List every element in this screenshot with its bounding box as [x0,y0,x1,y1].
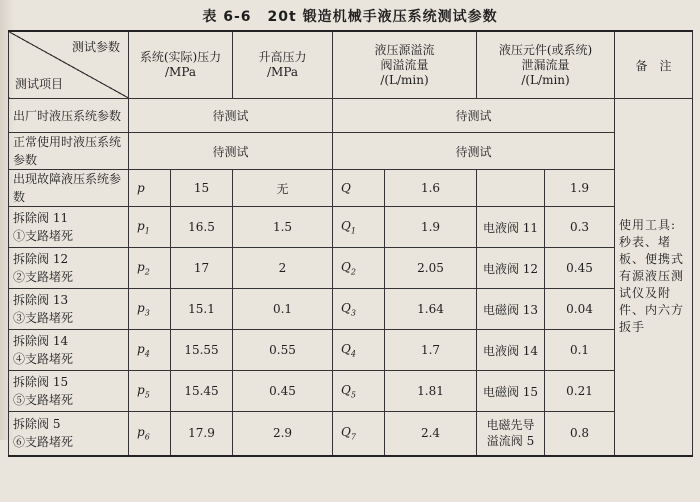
diagonal-header-cell [9,31,129,99]
diag-label-items: 测试项目 [15,77,64,91]
row-item: 正常使用时液压系统参数 [9,133,129,170]
pressure-value: 16.5 [171,207,233,248]
rise-value: 无 [233,170,333,207]
pending-cell: 待测试 [129,133,333,170]
row-item: 拆除阀 11 ①支路堵死 [9,207,129,248]
pending-cell: 待测试 [333,99,615,133]
flow-value: 1.81 [385,371,477,412]
flow-value: 2.4 [385,412,477,456]
leak-value: 0.21 [545,371,615,412]
pressure-symbol: p [129,170,171,207]
leak-value: 0.1 [545,330,615,371]
pressure-symbol: $p_1$ [129,207,171,248]
table-caption [0,6,700,26]
rise-value: 2 [233,248,333,289]
leak-value: 0.04 [545,289,615,330]
pressure-value: 15 [171,170,233,207]
flow-symbol: $Q_1$ [333,207,385,248]
leak-component: 电磁阀 15 [477,371,545,412]
leak-component: 电磁先导 溢流阀 5 [477,412,545,456]
rise-value: 1.5 [233,207,333,248]
flow-value: 1.6 [385,170,477,207]
pressure-value: 15.1 [171,289,233,330]
flow-symbol: Q [333,170,385,207]
flow-symbol: $Q_7$ [333,412,385,456]
pressure-value: 17 [171,248,233,289]
table-number: 表 6-6 [202,9,252,25]
header-overflow-flow: 液压源溢流 阀溢流量 /(L/min) [333,31,477,99]
notes-cell: 使用工具:秒表、堵板、便携式有源液压测试仪及附件、内六方扳手 [615,99,693,456]
flow-value: 1.7 [385,330,477,371]
pressure-value: 17.9 [171,412,233,456]
row-item: 拆除阀 5 ⑥支路堵死 [9,412,129,456]
rise-value: 0.45 [233,371,333,412]
header-leakage-flow: 液压元件(或系统) 泄漏流量 /(L/min) [477,31,615,99]
pressure-symbol: $p_4$ [129,330,171,371]
table-row [9,248,693,289]
rise-value: 0.55 [233,330,333,371]
table-row [9,371,693,412]
leak-component: 电液阀 12 [477,248,545,289]
header-rise-pressure: 升高压力 /MPa [233,31,333,99]
row-item: 拆除阀 12 ②支路堵死 [9,248,129,289]
header-notes: 备 注 [615,31,693,99]
flow-value: 1.64 [385,289,477,330]
pressure-symbol: $p_2$ [129,248,171,289]
header-row [9,31,693,99]
pressure-symbol: $p_5$ [129,371,171,412]
rise-value: 0.1 [233,289,333,330]
table-row [9,170,693,207]
row-item: 拆除阀 13 ③支路堵死 [9,289,129,330]
table-row [9,412,693,456]
leak-value: 0.3 [545,207,615,248]
row-item: 拆除阀 14 ④支路堵死 [9,330,129,371]
leak-value: 0.45 [545,248,615,289]
leak-value: 0.8 [545,412,615,456]
table-row [9,207,693,248]
header-system-pressure: 系统(实际)压力 /MPa [129,31,233,99]
leak-component: 电液阀 14 [477,330,545,371]
test-parameter-table [8,30,693,457]
table-title: 20t 锻造机械手液压系统测试参数 [267,9,498,25]
pending-cell: 待测试 [333,133,615,170]
table-row [9,133,693,170]
flow-symbol: $Q_5$ [333,371,385,412]
row-item: 拆除阀 15 ⑤支路堵死 [9,371,129,412]
pressure-value: 15.55 [171,330,233,371]
diag-label-parameters: 测试参数 [71,40,120,54]
flow-symbol: $Q_2$ [333,248,385,289]
row-item: 出现故障液压系统参数 [9,170,129,207]
leak-component [477,170,545,207]
row-item: 出厂时液压系统参数 [9,99,129,133]
leak-value: 1.9 [545,170,615,207]
table-row [9,330,693,371]
rise-value: 2.9 [233,412,333,456]
pressure-symbol: $p_3$ [129,289,171,330]
table-row [9,289,693,330]
flow-symbol: $Q_3$ [333,289,385,330]
pending-cell: 待测试 [129,99,333,133]
leak-component: 电磁阀 13 [477,289,545,330]
flow-value: 2.05 [385,248,477,289]
pressure-value: 15.45 [171,371,233,412]
leak-component: 电液阀 11 [477,207,545,248]
table-row [9,99,693,133]
pressure-symbol: $p_6$ [129,412,171,456]
flow-symbol: $Q_4$ [333,330,385,371]
flow-value: 1.9 [385,207,477,248]
